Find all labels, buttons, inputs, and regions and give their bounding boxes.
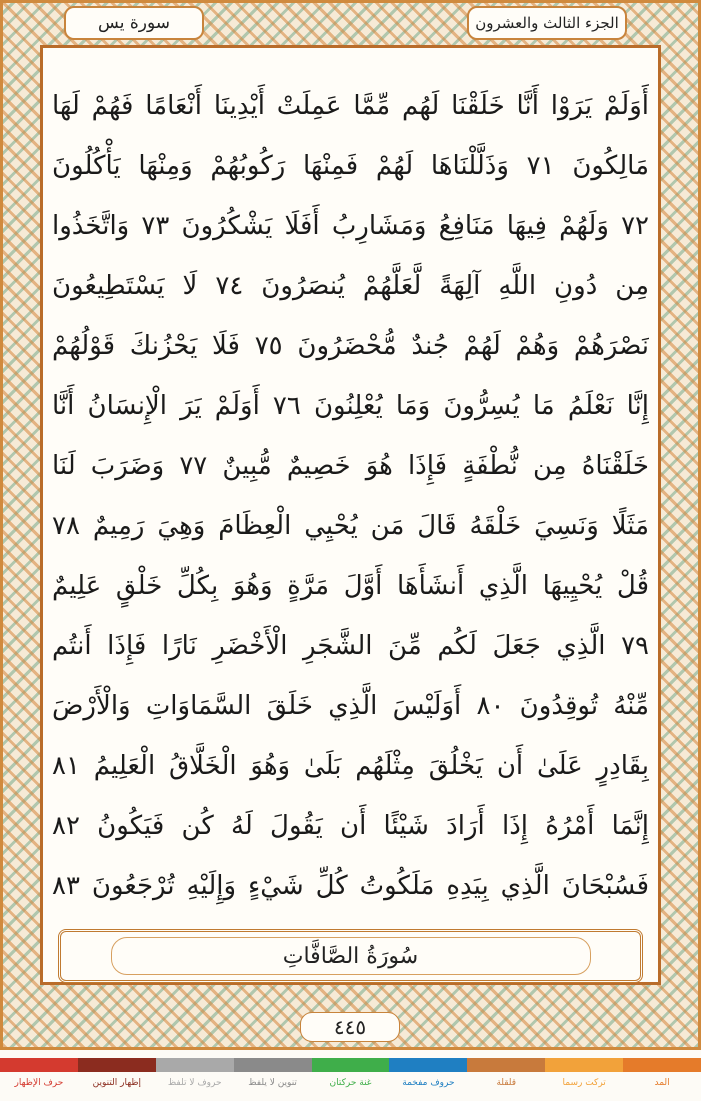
text-line: خَلَقْنَاهُ مِن نُّطْفَةٍ فَإِذَا هُوَ خَصِيمٌ مُّبِينٌ ٧٧ وَضَرَبَ لَنَا [52, 451, 649, 481]
legend-swatch [78, 1058, 156, 1072]
legend-label: قلقلة [496, 1078, 517, 1088]
legend-swatch [389, 1058, 467, 1072]
legend-label: غنة حركتان [329, 1078, 372, 1088]
juz-header [467, 6, 627, 40]
text-line: قُلْ يُحْيِيهَا الَّذِي أَنشَأَهَا أَوَّلَ مَرَّةٍ وَهُوَ بِكُلِّ خَلْقٍ عَلِيمٌ [52, 571, 649, 601]
legend-item [156, 1058, 234, 1101]
legend-item [389, 1058, 467, 1101]
legend-label: إظهار التنوين [92, 1078, 142, 1088]
legend-swatch [545, 1058, 623, 1072]
legend-swatch [234, 1058, 312, 1072]
surah-label: سورة يس [98, 13, 170, 33]
text-line: مِن دُونِ اللَّهِ آلِهَةً لَّعَلَّهُمْ يُنصَرُونَ ٧٤ لَا يَسْتَطِيعُونَ [52, 271, 649, 301]
legend-label: حروف مفخمة [402, 1078, 455, 1088]
legend-swatch [156, 1058, 234, 1072]
legend-swatch [0, 1058, 78, 1072]
page-number: ٤٤٥ [300, 1012, 400, 1042]
legend-item [623, 1058, 701, 1101]
legend-label: تنوين لا يلفظ [248, 1078, 297, 1088]
next-surah-cartouche [58, 929, 643, 983]
legend-swatch [467, 1058, 545, 1072]
legend-item [0, 1058, 78, 1101]
legend-item [234, 1058, 312, 1101]
quran-text [52, 78, 649, 928]
legend-item [312, 1058, 390, 1101]
text-line: ٧٢ وَلَهُمْ فِيهَا مَنَافِعُ وَمَشَارِبُ أَفَلَا يَشْكُرُونَ ٧٣ وَاتَّخَذُوا [52, 211, 649, 241]
next-surah-title: سُورَةُ الصَّافَّاتِ [111, 937, 591, 975]
surah-header [64, 6, 204, 40]
text-line: مَثَلًا وَنَسِيَ خَلْقَهُ قَالَ مَن يُحْيِي الْعِظَامَ وَهِيَ رَمِيمٌ ٧٨ [52, 511, 649, 541]
legend-label: المد [654, 1078, 670, 1088]
legend-swatch [623, 1058, 701, 1072]
juz-label: الجزء الثالث والعشرون [475, 14, 619, 32]
text-line: مِّنْهُ تُوقِدُونَ ٨٠ أَوَلَيْسَ الَّذِي خَلَقَ السَّمَاوَاتِ وَالْأَرْضَ [52, 691, 649, 721]
text-line: فَسُبْحَانَ الَّذِي بِيَدِهِ مَلَكُوتُ كُلِّ شَيْءٍ وَإِلَيْهِ تُرْجَعُونَ ٨٣ [52, 871, 649, 901]
legend-item [78, 1058, 156, 1101]
legend-label: تركت رسما [562, 1078, 606, 1088]
legend-swatch [312, 1058, 390, 1072]
legend-item [467, 1058, 545, 1101]
text-line: ٧٩ الَّذِي جَعَلَ لَكُم مِّنَ الشَّجَرِ الْأَخْضَرِ نَارًا فَإِذَا أَنتُم [52, 631, 649, 661]
text-line: بِقَادِرٍ عَلَىٰ أَن يَخْلُقَ مِثْلَهُم بَلَىٰ وَهُوَ الْخَلَّاقُ الْعَلِيمُ ٨١ [52, 751, 649, 781]
text-line: نَصْرَهُمْ وَهُمْ لَهُمْ جُندٌ مُّحْضَرُونَ ٧٥ فَلَا يَحْزُنكَ قَوْلُهُمْ [52, 331, 649, 361]
legend-label: حرف الإظهار [14, 1078, 64, 1088]
text-line: إِنَّمَا أَمْرُهُ إِذَا أَرَادَ شَيْئًا أَن يَقُولَ لَهُ كُن فَيَكُونُ ٨٢ [52, 811, 649, 841]
legend-label: حروف لا تلفظ [167, 1078, 222, 1088]
text-line: مَالِكُونَ ٧١ وَذَلَّلْنَاهَا لَهُمْ فَمِنْهَا رَكُوبُهُمْ وَمِنْهَا يَأْكُلُونَ [52, 151, 649, 181]
legend-item [545, 1058, 623, 1101]
text-line: إِنَّا نَعْلَمُ مَا يُسِرُّونَ وَمَا يُعْلِنُونَ ٧٦ أَوَلَمْ يَرَ الْإِنسَانُ أَنَّا [52, 391, 649, 421]
tajweed-legend [0, 1058, 701, 1101]
text-line: أَوَلَمْ يَرَوْا أَنَّا خَلَقْنَا لَهُم مِّمَّا عَمِلَتْ أَيْدِينَا أَنْعَامًا فَهُمْ لَهَا [52, 91, 649, 121]
